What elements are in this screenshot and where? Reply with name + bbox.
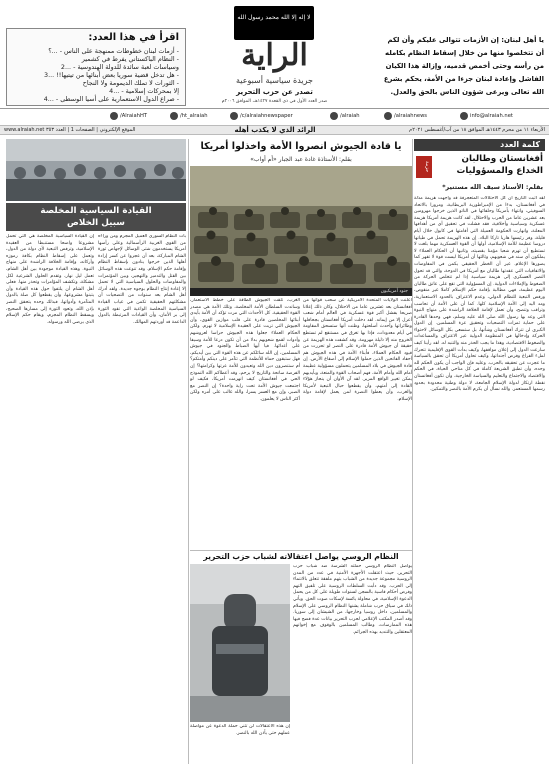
toc-item[interactable]: - الثورات لا تملك الديمومة ولا النجاح: [82, 79, 179, 87]
toc-title: اقرأ في هذا العدد:: [88, 32, 179, 43]
issue-date: الأربعاء ١١ من محرم ١٤٤٣هـ الموافق ١٨ من آب/أغسطس ٢٠٢١م: [409, 127, 545, 133]
social-links-bar: [0, 110, 549, 124]
left-article-body-continued: إن القيادة السياسية المخلصة هي التي تحمل مشروعا واضحا مستنبطا من العقيدة الإسلامية، وترفض التبعية لأي دولة من الدول، وتعمل على إسقاط النظام بكافة رموزه وأركانه، وإقامة الخلافة الراشدة على منهاج النبوة. وهذه القيادة موجودة بين أهل الشام، تعمل ليل نهار، وتقدم الحلول الشرعية لكل مشكلة، وتكشف المؤامرات وتحذر منها. فعلى أهل الشام أن يلتفوا حول هذه القيادة وأن يتبنوا مشروعها، وأن يقطعوا كل صلة بالدول المتآمرة وأدواتها، فبذلك وحده يتحقق النصر بإذن الله، وتعود الثورة إلى مسارها الصحيح، ويسقط النظام المجرم، ويقام حكم الإسلام الذي يرضي الله ورسوله.: [6, 234, 94, 325]
twitter-icon: [170, 112, 178, 120]
headline-line: الفاشل وإعادة لبنان جزءا من الأمة، يحكم بشرع: [383, 75, 544, 83]
main-article-title[interactable]: يا قادة الجيوش انصروا الأمة واخذلوا أمريكا: [200, 141, 402, 152]
detainee-photo: [190, 564, 290, 722]
toc-item[interactable]: - صراع الدول الاستعمارية على أسيا الوسطى - ...4: [43, 95, 179, 103]
toc-item[interactable]: - هل تدخل قضية سوريا بعض أبنائها من تيتيها!! ...3: [44, 71, 179, 79]
headline-line: يا أهل لبنان: إن الأزمات تتوالى عليكم وأن لكم: [387, 36, 544, 44]
toc-item[interactable]: وسياسات لعبة سائدة للدولة الهندوسية - ...2: [60, 63, 179, 71]
main-article-author: بقلم: الأستاذة غادة عبد الجبار «أم أواب»: [250, 156, 352, 163]
flag-text: لا إله إلا الله محمد رسول الله: [237, 14, 311, 21]
facebook-icon: [110, 112, 118, 120]
toc-item[interactable]: - أزمات لبنان خطوطات ممنهجة على الناس - ...؟: [48, 47, 179, 55]
column-divider: [412, 139, 413, 764]
column-divider: [188, 139, 189, 764]
toc-item[interactable]: - النظام الباكستاني يفرط في كشمير: [81, 55, 179, 63]
soldiers-photo-image: [190, 166, 412, 288]
founded-line: صدر العدد الأول في ذي القعدة ١٤٢٧هـ، الموافق ٢٠٠٦م: [221, 99, 328, 104]
newspaper-logo: [192, 4, 357, 106]
toc-box: [6, 28, 186, 106]
slogan: الرائد الذي لا يكذب أهله: [234, 126, 316, 134]
logo-subtitle: جريدة سياسية أسبوعية: [236, 76, 313, 85]
protest-photo-image: [6, 139, 186, 201]
social-link-twitter[interactable]: /ht_alraiah: [170, 112, 208, 120]
telegram-icon: [384, 112, 392, 120]
russia-article-footer: إن هذه الاعتقالات لن تثني حملة الدعوة عن مواصلة عملهم حتى يأذن الله بالنصر.: [190, 724, 290, 736]
editorial-title-line: أفغانستان وطالبان: [461, 154, 543, 164]
left-article-title-line: سبيل الخلاص: [67, 218, 125, 228]
front-headline[interactable]: [364, 36, 544, 106]
publisher-line: تصدر عن حزب التحرير: [236, 88, 313, 96]
left-article-header[interactable]: [6, 203, 186, 231]
russia-article-body: يواصل النظام الروسي حملته الشرسة ضد شباب حزب التحرير، حيث اعتقلت الأجهزة الأمنية في عدد من المدن الروسية مجموعة جديدة من الشباب بتهم ملفقة تتعلق بالانتماء إلى الحزب. وقد دأبت السلطات الروسية على تلفيق التهم وفرض أحكام قاسية بالسجن لسنوات طويلة على كل من يحمل الدعوة الإسلامية، في محاولة يائسة لإسكات صوت الحق. ويأتي ذلك في سياق حرب شاملة يشنها النظام الروسي على الإسلام والمسلمين، داخل روسيا وخارجها، من الشيشان إلى سوريا. وقد أصدر المكتب الإعلامي لحزب التحرير بيانات عدة فضح فيها هذه الممارسات، وطالب المسلمين بالوقوف مع إخوانهم المعتقلين والتنديد بهذه الجرائم.: [293, 564, 412, 635]
editorial-body: لقد أثبت التاريخ أن كل الاحتلالات المتعجرفة قد واجهت هزيمة مذلة في أفغانستان، بدءا من الإمبراطورية البريطانية، ومرورا بالاتحاد السوفيتي، وانتهاء بأمريكا وحلفائها في الناتو الذين خرجوا مهزومين بعد عشرين عاما من الحرب والاحتلال. لقد كانت هزيمة أمريكا هزيمة عسكرية وسياسية وأخلاقية، فقد فشلت في تحقيق أي من أهدافها المعلنة، وانهارت الحكومة العميلة التي أقامتها في كابول خلال أيام قليلة، وفر رئيسها هاربا تاركا البلاد. إن هذه الهزيمة تحمل في طياتها دروسا عظيمة للأمة الإسلامية، أولها أن القوة العسكرية مهما بلغت لا تستطيع أن تهزم شعبا مؤمنا بقضيته، وثانيها أن الحكام العملاء لا يملكون أي سند في شعوبهم، وثالثها أن أمريكا ليست قوة لا تقهر كما يصورها الإعلام. غير أن الخطر الحقيقي يكمن في المفاوضات والاتفاقيات التي عقدتها طالبان مع أمريكا في الدوحة، والتي قد تحول النصر العسكري إلى هزيمة سياسية إذا لم تتخلص الحركة من الضغوط والإملاءات الدولية. إن المسؤولية التي تقع على عاتق طالبان اليوم عظيمة، فهي مطالبة بإقامة حكم الإسلام كاملا غير منقوص، ورفض التبعية للنظام الدولي، وعدم الاعتراف بالحدود الاستعمارية، ومد اليد إلى الأمة الإسلامية كلها. كما أن على الأمة أن تحاسب وتراقب وتنصح، وأن تعمل لإقامة الخلافة الراشدة على منهاج النبوة التي وعد بها رسول الله صلى الله عليه وسلم، فهي وحدها القادرة على حماية ثمرات التضحيات وتحقيق عزة المسلمين. إن الدول الكبرى لن تترك أفغانستان وشأنها، بل ستسعى بكل الوسائل لاحتواء الحركة وإدخالها في المنظومة الدولية عبر الاعتراف والمساعدات والضغوط الاقتصادية، وهذا ما يجب الحذر منه والتنبه له. لقد رأينا كيف سارعت الدول إلى إعلان مواقفها، وكيف بدأت القوى الإقليمية تتحرك لملء الفراغ وفرض أجنداتها، وكيف تحاول أمريكا أن تحقق بالسياسة ما عجزت عن تحقيقه بالحرب. وعليه فإن الواجب أن يكون الحكم لله وحده، وأن تطبق الشريعة كاملة في كل مناحي الحياة، في الحكم والاقتصاد والاجتماع والتعليم والسياسة الخارجية، وأن تكون أفغانستان نقطة ارتكاز لدولة الإسلام الجامعة، لا دولة وطنية محدودة بحدود رسمها المستعمر. والله نسأل أن يكرم الأمة بالنصر والتمكين.: [414, 196, 545, 393]
social-link-website[interactable]: info@alraiah.net: [460, 112, 513, 120]
category-tag: حزمة: [416, 156, 432, 178]
masthead: [0, 0, 549, 108]
left-article-body: بات النظام السوري العميل المجرم ومن وراءه من القوى الغربية الرأسمالية وعلى رأسها أمريكا يستخدمون شتى الوسائل لإجهاض ثورة الشام المباركة، بعد أن عجزوا عن كسر إرادة أهلها الذين خرجوا ينادون بإسقاط النظام وإقامة حكم الإسلام. وقد تنوعت هذه الوسائل بين القتل والتدمير والتهجير، وبين المؤتمرات والمفاوضات والحلول السياسية التي لا تحمل إلا إعادة إنتاج النظام بوجوه جديدة. ولقد أدرك أهل الشام بعد سنوات من التضحيات أن مشكلتهم الحقيقية تكمن في غياب القيادة السياسية المخلصة الواعية التي تقود الثورة إلى بر الأمان، وأن القيادات المرتبطة بالدول الداعمة قد أوردتهم المهالك.: [98, 234, 186, 325]
editorial-author: بقلم: الأستاذ سيف الله مستنير*: [442, 183, 543, 191]
youtube-icon: [330, 112, 338, 120]
headline-line: الله تعالى ويرعى شؤون الناس بالحق والعدل.: [390, 88, 544, 96]
soldiers-photo: [190, 166, 412, 288]
logo-wordmark: الراية: [241, 38, 308, 73]
russia-article-title[interactable]: النظام الروسي يواصل اعتقالاته لشباب حزب التحرير: [203, 552, 399, 561]
section-divider: [190, 550, 412, 551]
detainee-photo-image: [190, 564, 290, 722]
instagram-icon: [230, 112, 238, 120]
social-link-facebook[interactable]: /AlraiahHT: [110, 112, 147, 120]
section-header-editorial: [414, 139, 545, 151]
headline-line: من رأسه وحتى أخمص قدميه، وإزالة هذا الكيان: [385, 62, 544, 70]
left-article-title-line: القيادة السياسية المخلصة: [40, 206, 152, 216]
toc-item[interactable]: إلا بمحركات إسلامية - ...4: [109, 87, 179, 95]
editorial-title-line: الخداع والمسؤوليات: [456, 166, 543, 176]
social-link-youtube[interactable]: /alraiah: [330, 112, 360, 120]
headline-line: أن تتخلصوا منها من خلال إسقاط النظام بكامله: [385, 49, 544, 57]
globe-icon: [460, 112, 468, 120]
divider: [0, 108, 549, 109]
flag-icon: [234, 6, 314, 40]
photo-caption: جنود أمريكيون: [190, 288, 412, 296]
social-link-instagram[interactable]: /c/alraiahnewspaper: [230, 112, 293, 120]
section-header-label: كلمة العدد: [500, 140, 540, 149]
main-article-body-continued: الغرب، تلقت الجيوش الطاقة على خطط الاستعمار، وساندت السلطان الأمة المخلصة، وتلك الأمة هي مصدر القوة الحقيقية. كل الأحداث التي مرت تؤكد أن الأمة بأيدي أبنائها المخلصين قادرة على قلب موازين القوى، وأن الجيوش التي تربت على العقيدة الإسلامية لا تهزم. ولكن الحكام العملاء جعلوا هذه الجيوش حراسا لعروشهم وأدوات لقمع شعوبهم بدلا من أن تكون درعا للأمة وسيفا على أعدائها. فيا أيها الضباط والجنود في جيوش المسلمين، إن الله سائلكم عن هذه القوة التي بين أيديكم، فهل ستبقون حماة للأنظمة التي تتآمر على دينكم وأمتكم؟ أم ستنصرون دين الله وتعيدون للأمة عزتها وكرامتها؟ إن الفرصة سانحة والتاريخ لا يرحم، وقد أعطاكم الله النموذج الحي في أفغانستان كيف انهزمت أمريكا، فكيف لو اجتمعت جيوش الأمة تحت راية واحدة؟ إن النصر مع الصبر، وإن مع العسر يسرا، والله غالب على أمره ولكن أكثر الناس لا يعلمون.: [190, 298, 300, 402]
protest-photo: [6, 139, 186, 201]
main-article-body: أعلنت الولايات المتحدة الأمريكية عن سحب قواتها من أفغانستان بعد عشرين عاما من الاحتلال، وكان ذلك إعلانا صريحا بفشل أكبر قوة عسكرية في العالم أمام شعب أعزل إلا من إيمانه. لقد دخلت أمريكا أفغانستان بجحافلها وطائراتها وأحدث أسلحتها، وظنت أنها ستسحق المقاومة في أيام معدودات، فإذا بها تغرق في مستنقع لم تستطع الخروج منه إلا ذليلة مهزومة. وقد كشفت هذه الهزيمة عن حقيقة أن جيوش الأمة قادرة على النصر لو تحررت من قيود الحكام العملاء، فأبناء الأمة في هذه الجيوش هم أحفاد الفاتحين الذين حملوا الإسلام إلى أصقاع الأرض. إن قادة الجيوش في بلاد المسلمين يتحملون مسؤولية عظيمة أمام الله وأمام الأمة، فهم أصحاب القوة والمنعة، وبأيديهم يمكن تغيير الواقع المرير. لقد آن الأوان أن ينحاز هؤلاء القادة إلى أمتهم، وأن يقطعوا حبال التبعية لأمريكا والغرب، وأن يعطوا النصرة لمن يعمل لإقامة دولة الإسلام.: [303, 298, 412, 402]
issue-info-bar: [0, 125, 549, 135]
issue-meta: www.alraiah.net الموقع الإلكتروني | الصفحات 1 | العدد ٣٥٣: [4, 127, 136, 133]
social-link-telegram[interactable]: /alraiahnews: [384, 112, 427, 120]
